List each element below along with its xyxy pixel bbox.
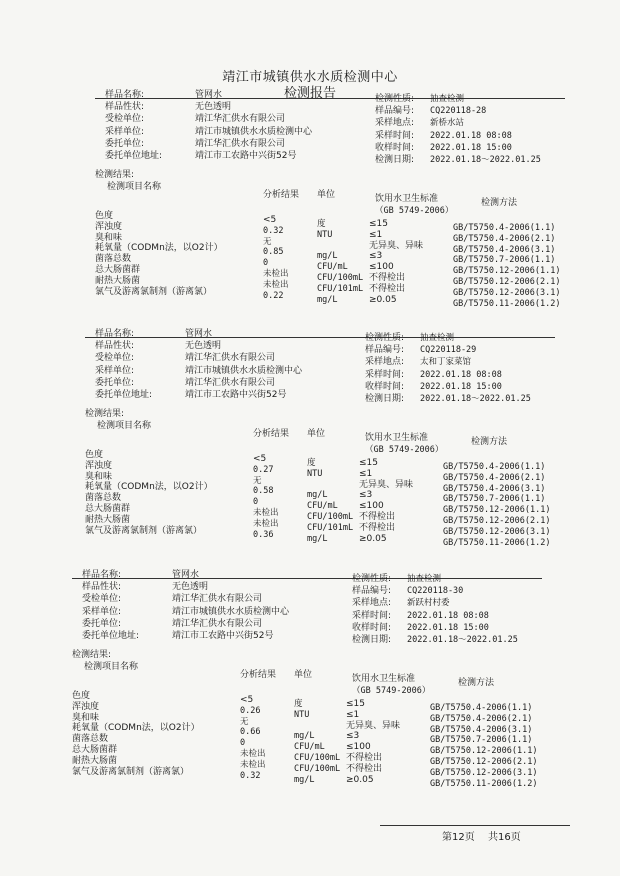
row-unit: mg/L xyxy=(317,251,338,262)
sample-no-value: CQ220118-29 xyxy=(420,345,477,356)
client-unit-label: 委托单位: xyxy=(82,618,122,629)
row-method: GB/T5750.7-2006(1.1) xyxy=(443,494,546,505)
row-unit: 度 xyxy=(317,219,326,229)
row-result: 未检出 xyxy=(240,759,266,770)
row-method: GB/T5750.12-2006(3.1) xyxy=(453,287,561,298)
row-item: 耗氧量（CODMn法，以O2计） xyxy=(85,482,213,493)
test-date-value: 2022.01.18～2022.01.25 xyxy=(430,155,541,165)
results-label: 检测结果: xyxy=(85,409,125,419)
row-standard: ≤1 xyxy=(359,468,373,479)
row-item: 臭和味 xyxy=(85,471,113,482)
row-result: 0.36 xyxy=(253,529,274,540)
row-unit: 度 xyxy=(294,699,303,709)
results-label: 检测结果: xyxy=(95,170,135,180)
row-unit: mg/L xyxy=(317,294,338,305)
row-standard: 无异臭、异味 xyxy=(346,720,401,731)
row-item: 色度 xyxy=(72,691,91,701)
row-item: 菌落总数 xyxy=(95,254,132,265)
client-address-label: 委托单位地址: xyxy=(95,390,153,400)
row-standard: ≤15 xyxy=(359,458,378,468)
row-method: GB/T5750.4-2006(1.1) xyxy=(453,223,556,233)
sample-no-value: CQ220118-30 xyxy=(407,586,464,597)
row-method: GB/T5750.12-2006(2.1) xyxy=(443,516,551,526)
col-unit-header: 单位 xyxy=(307,429,326,439)
receive-time-label: 收样时间: xyxy=(352,622,392,633)
row-item: 色度 xyxy=(85,450,104,460)
row-method: GB/T5750.4-2006(1.1) xyxy=(430,703,533,713)
row-result: 0.32 xyxy=(263,225,284,236)
row-standard: ≥0.05 xyxy=(369,294,397,305)
row-standard: 不得检出 xyxy=(359,512,396,522)
row-item: 总大肠菌群 xyxy=(95,265,141,275)
sampling-unit-label: 采样单位: xyxy=(82,606,122,617)
row-unit: NTU xyxy=(317,229,333,240)
sample-nature-label: 样品性状: xyxy=(82,582,122,593)
row-result: 0 xyxy=(240,738,246,749)
row-method: GB/T5750.12-2006(2.1) xyxy=(430,757,538,767)
commissioned-unit-label: 受检单位: xyxy=(82,594,122,605)
col-standard-header: 饮用水卫生标准 xyxy=(365,433,429,443)
row-unit: CFU/mL xyxy=(317,262,348,273)
row-result: 0 xyxy=(253,497,259,508)
sample-name-value: 管网水 xyxy=(185,329,213,339)
row-standard: ≤3 xyxy=(346,731,360,742)
receive-time-label: 收样时间: xyxy=(375,142,415,153)
col-standard-code-header: （GB 5749-2006） xyxy=(352,686,431,696)
receive-time-value: 2022.01.18 15:00 xyxy=(420,381,502,392)
test-nature-label: 检测性质: xyxy=(352,574,392,584)
row-result: 0.27 xyxy=(253,464,274,475)
row-unit: CFU/100mL xyxy=(294,753,341,763)
row-method: GB/T5750.12-2006(2.1) xyxy=(453,277,561,287)
row-result: 0.58 xyxy=(253,486,274,497)
row-method: GB/T5750.11-2006(1.2) xyxy=(430,778,538,789)
receive-time-value: 2022.01.18 15:00 xyxy=(430,142,512,153)
sampling-time-label: 采样时间: xyxy=(365,369,405,380)
sample-no-value: CQ220118-28 xyxy=(430,106,487,117)
sampling-site-value: 新桥水站 xyxy=(430,118,465,129)
sample-name-label: 样品名称: xyxy=(82,570,122,580)
row-method: GB/T5750.4-2006(1.1) xyxy=(443,462,546,472)
row-unit: CFU/101mL xyxy=(317,283,364,294)
sample-no-label: 样品编号: xyxy=(375,106,415,117)
test-date-value: 2022.01.18～2022.01.25 xyxy=(407,635,518,645)
sampling-site-label: 采样地点: xyxy=(352,598,392,609)
row-unit: CFU/mL xyxy=(307,501,338,512)
row-standard: ≤3 xyxy=(369,251,383,262)
test-date-label: 检测日期: xyxy=(365,394,405,404)
row-method: GB/T5750.4-2006(3.1) xyxy=(443,483,546,494)
col-item-header: 检测项目名称 xyxy=(107,182,162,192)
col-standard-code-header: （GB 5749-2006） xyxy=(365,445,444,455)
row-method: GB/T5750.7-2006(1.1) xyxy=(430,735,533,746)
sampling-time-label: 采样时间: xyxy=(375,130,415,141)
row-result: <5 xyxy=(240,695,254,705)
row-item: 耐热大肠菌 xyxy=(95,275,141,286)
row-method: GB/T5750.12-2006(1.1) xyxy=(453,266,561,277)
row-result: 未检出 xyxy=(263,269,289,279)
sample-name-label: 样品名称: xyxy=(105,90,145,100)
sample-nature-value: 无色透明 xyxy=(172,582,209,593)
col-item-header: 检测项目名称 xyxy=(84,662,139,672)
row-standard: ≤100 xyxy=(346,742,371,753)
row-standard: ≤1 xyxy=(346,709,360,720)
client-address-value: 靖江市工农路中兴街52号 xyxy=(185,390,287,400)
client-address-value: 靖江市工农路中兴街52号 xyxy=(172,631,274,641)
client-address-label: 委托单位地址: xyxy=(105,151,163,161)
row-method: GB/T5750.12-2006(1.1) xyxy=(443,505,551,516)
row-standard: ≤1 xyxy=(369,229,383,240)
sample-name-value: 管网水 xyxy=(172,570,200,580)
col-method-header: 检测方法 xyxy=(458,678,495,688)
sample-nature-label: 样品性状: xyxy=(95,341,135,352)
row-method: GB/T5750.7-2006(1.1) xyxy=(453,255,556,266)
sampling-site-value: 新跃村村委 xyxy=(407,598,450,609)
row-item: 浑浊度 xyxy=(95,221,123,232)
sampling-site-label: 采样地点: xyxy=(365,357,405,368)
row-standard: 不得检出 xyxy=(346,753,383,763)
row-item: 臭和味 xyxy=(72,712,100,723)
row-result: 无 xyxy=(253,475,262,486)
row-result: 未检出 xyxy=(253,518,279,529)
row-standard: 无异臭、异味 xyxy=(369,240,424,251)
col-item-header: 检测项目名称 xyxy=(97,421,152,431)
row-item: 耐热大肠菌 xyxy=(85,514,131,525)
row-result: 未检出 xyxy=(253,508,279,518)
row-unit: mg/L xyxy=(294,731,315,742)
col-standard-code-header: （GB 5749-2006） xyxy=(375,206,454,216)
col-result-header: 分析结果 xyxy=(253,429,290,439)
row-item: 臭和味 xyxy=(95,232,123,243)
col-standard-header: 饮用水卫生标准 xyxy=(375,194,439,204)
results-label: 检测结果: xyxy=(72,650,112,660)
row-result: 0 xyxy=(263,258,269,269)
page-subtitle: 检测报告 xyxy=(283,86,336,101)
sampling-time-label: 采样时间: xyxy=(352,610,392,621)
row-item: 总大肠菌群 xyxy=(85,504,131,514)
commissioned-unit-value: 靖江华汇供水有限公司 xyxy=(185,353,276,364)
row-method: GB/T5750.4-2006(2.1) xyxy=(430,713,533,724)
row-item: 氯气及游离氯制剂（游离氯） xyxy=(72,766,190,777)
row-item: 菌落总数 xyxy=(85,493,122,504)
row-result: <5 xyxy=(253,454,267,464)
row-standard: ≤15 xyxy=(369,219,388,229)
client-unit-value: 靖江华汇供水有限公司 xyxy=(172,618,263,629)
row-item: 耗氧量（CODMn法，以O2计） xyxy=(72,723,200,734)
col-result-header: 分析结果 xyxy=(263,190,300,200)
row-result: 未检出 xyxy=(263,279,289,290)
test-nature-label: 检测性质: xyxy=(375,94,415,104)
col-unit-header: 单位 xyxy=(317,190,336,200)
row-standard: 不得检出 xyxy=(359,522,396,533)
row-standard: 不得检出 xyxy=(369,273,406,283)
row-standard: 不得检出 xyxy=(369,283,406,294)
row-item: 浑浊度 xyxy=(72,701,100,712)
row-method: GB/T5750.12-2006(3.1) xyxy=(443,526,551,537)
row-standard: 无异臭、异味 xyxy=(359,479,414,490)
col-standard-header: 饮用水卫生标准 xyxy=(352,674,416,684)
receive-time-value: 2022.01.18 15:00 xyxy=(407,622,489,633)
col-unit-header: 单位 xyxy=(294,670,313,680)
sampling-unit-label: 采样单位: xyxy=(105,126,145,137)
commissioned-unit-value: 靖江华汇供水有限公司 xyxy=(195,114,286,125)
page-number: 第12页 xyxy=(442,832,475,843)
sample-no-label: 样品编号: xyxy=(365,345,405,356)
sampling-unit-value: 靖江市城镇供水水质检测中心 xyxy=(185,365,303,376)
footer-divider xyxy=(380,825,570,826)
row-unit: CFU/100mL xyxy=(317,273,364,283)
row-standard: ≤15 xyxy=(346,699,365,709)
row-unit: NTU xyxy=(294,709,310,720)
report-section xyxy=(85,329,585,577)
row-item: 耗氧量（CODMn法，以O2计） xyxy=(95,243,223,254)
row-method: GB/T5750.12-2006(3.1) xyxy=(430,767,538,778)
test-date-value: 2022.01.18～2022.01.25 xyxy=(420,394,531,404)
row-result: 无 xyxy=(240,716,249,727)
sampling-unit-value: 靖江市城镇供水水质检测中心 xyxy=(172,606,290,617)
client-unit-label: 委托单位: xyxy=(95,377,135,388)
client-unit-value: 靖江华汇供水有限公司 xyxy=(195,138,286,149)
row-item: 耐热大肠菌 xyxy=(72,755,118,766)
test-nature-value: 抽查检测 xyxy=(420,333,455,343)
row-result: 0.26 xyxy=(240,705,261,716)
row-unit: mg/L xyxy=(294,774,315,785)
row-method: GB/T5750.12-2006(1.1) xyxy=(430,746,538,757)
section-divider xyxy=(85,337,555,338)
row-standard: ≥0.05 xyxy=(359,533,387,544)
commissioned-unit-value: 靖江华汇供水有限公司 xyxy=(172,594,263,605)
row-method: GB/T5750.11-2006(1.2) xyxy=(443,537,551,548)
row-item: 浑浊度 xyxy=(85,460,113,471)
receive-time-label: 收样时间: xyxy=(365,381,405,392)
client-address-value: 靖江市工农路中兴街52号 xyxy=(195,151,297,161)
sampling-site-value: 太和丁家菜馆 xyxy=(420,357,472,368)
row-unit: 度 xyxy=(307,458,316,468)
client-unit-value: 靖江华汇供水有限公司 xyxy=(185,377,276,388)
row-standard: 不得检出 xyxy=(346,763,383,774)
sample-nature-value: 无色透明 xyxy=(195,102,232,113)
row-method: GB/T5750.4-2006(3.1) xyxy=(453,244,556,255)
row-unit: CFU/mL xyxy=(294,742,325,753)
test-date-label: 检测日期: xyxy=(352,635,392,645)
col-method-header: 检测方法 xyxy=(471,437,508,447)
sample-name-value: 管网水 xyxy=(195,90,223,100)
test-nature-value: 抽查检测 xyxy=(430,94,465,104)
test-nature-label: 检测性质: xyxy=(365,333,405,343)
row-result: 0.22 xyxy=(263,290,284,301)
row-item: 菌落总数 xyxy=(72,734,109,745)
row-result: 无 xyxy=(263,236,272,247)
row-standard: ≥0.05 xyxy=(346,774,374,785)
row-item: 氯气及游离氯制剂（游离氯） xyxy=(95,286,213,297)
row-unit: CFU/100mL xyxy=(294,763,341,774)
sampling-unit-value: 靖江市城镇供水水质检测中心 xyxy=(195,126,313,137)
sample-no-label: 样品编号: xyxy=(352,586,392,597)
page-total: 共16页 xyxy=(488,832,521,843)
row-result: <5 xyxy=(263,215,277,225)
row-unit: NTU xyxy=(307,468,323,479)
col-method-header: 检测方法 xyxy=(481,198,518,208)
sampling-time-value: 2022.01.18 08:08 xyxy=(407,610,489,621)
page-title: 靖江市城镇供水水质检测中心 xyxy=(222,70,398,85)
row-result: 0.32 xyxy=(240,770,261,781)
row-method: GB/T5750.4-2006(3.1) xyxy=(430,724,533,735)
sample-name-label: 样品名称: xyxy=(95,329,135,339)
col-result-header: 分析结果 xyxy=(240,670,277,680)
row-result: 0.85 xyxy=(263,247,284,258)
row-unit: CFU/101mL xyxy=(307,522,354,533)
row-result: 未检出 xyxy=(240,749,266,759)
section-divider xyxy=(72,578,542,579)
test-nature-value: 抽查检测 xyxy=(407,574,442,584)
row-method: GB/T5750.4-2006(2.1) xyxy=(443,472,546,483)
row-method: GB/T5750.11-2006(1.2) xyxy=(453,298,561,309)
row-unit: CFU/100mL xyxy=(307,512,354,522)
row-item: 总大肠菌群 xyxy=(72,745,118,755)
sampling-unit-label: 采样单位: xyxy=(95,365,135,376)
row-standard: ≤100 xyxy=(369,262,394,273)
row-standard: ≤3 xyxy=(359,490,373,501)
sampling-time-value: 2022.01.18 08:08 xyxy=(430,130,512,141)
commissioned-unit-label: 受检单位: xyxy=(105,114,145,125)
test-date-label: 检测日期: xyxy=(375,155,415,165)
sample-nature-label: 样品性状: xyxy=(105,102,145,113)
sampling-site-label: 采样地点: xyxy=(375,118,415,129)
row-unit: mg/L xyxy=(307,533,328,544)
client-unit-label: 委托单位: xyxy=(105,138,145,149)
row-method: GB/T5750.4-2006(2.1) xyxy=(453,233,556,244)
commissioned-unit-label: 受检单位: xyxy=(95,353,135,364)
sample-nature-value: 无色透明 xyxy=(185,341,222,352)
row-result: 0.66 xyxy=(240,727,261,738)
row-item: 氯气及游离氯制剂（游离氯） xyxy=(85,525,203,536)
row-item: 色度 xyxy=(95,211,114,221)
report-section xyxy=(72,570,572,818)
row-unit: mg/L xyxy=(307,490,328,501)
row-standard: ≤100 xyxy=(359,501,384,512)
sampling-time-value: 2022.01.18 08:08 xyxy=(420,369,502,380)
client-address-label: 委托单位地址: xyxy=(82,631,140,641)
